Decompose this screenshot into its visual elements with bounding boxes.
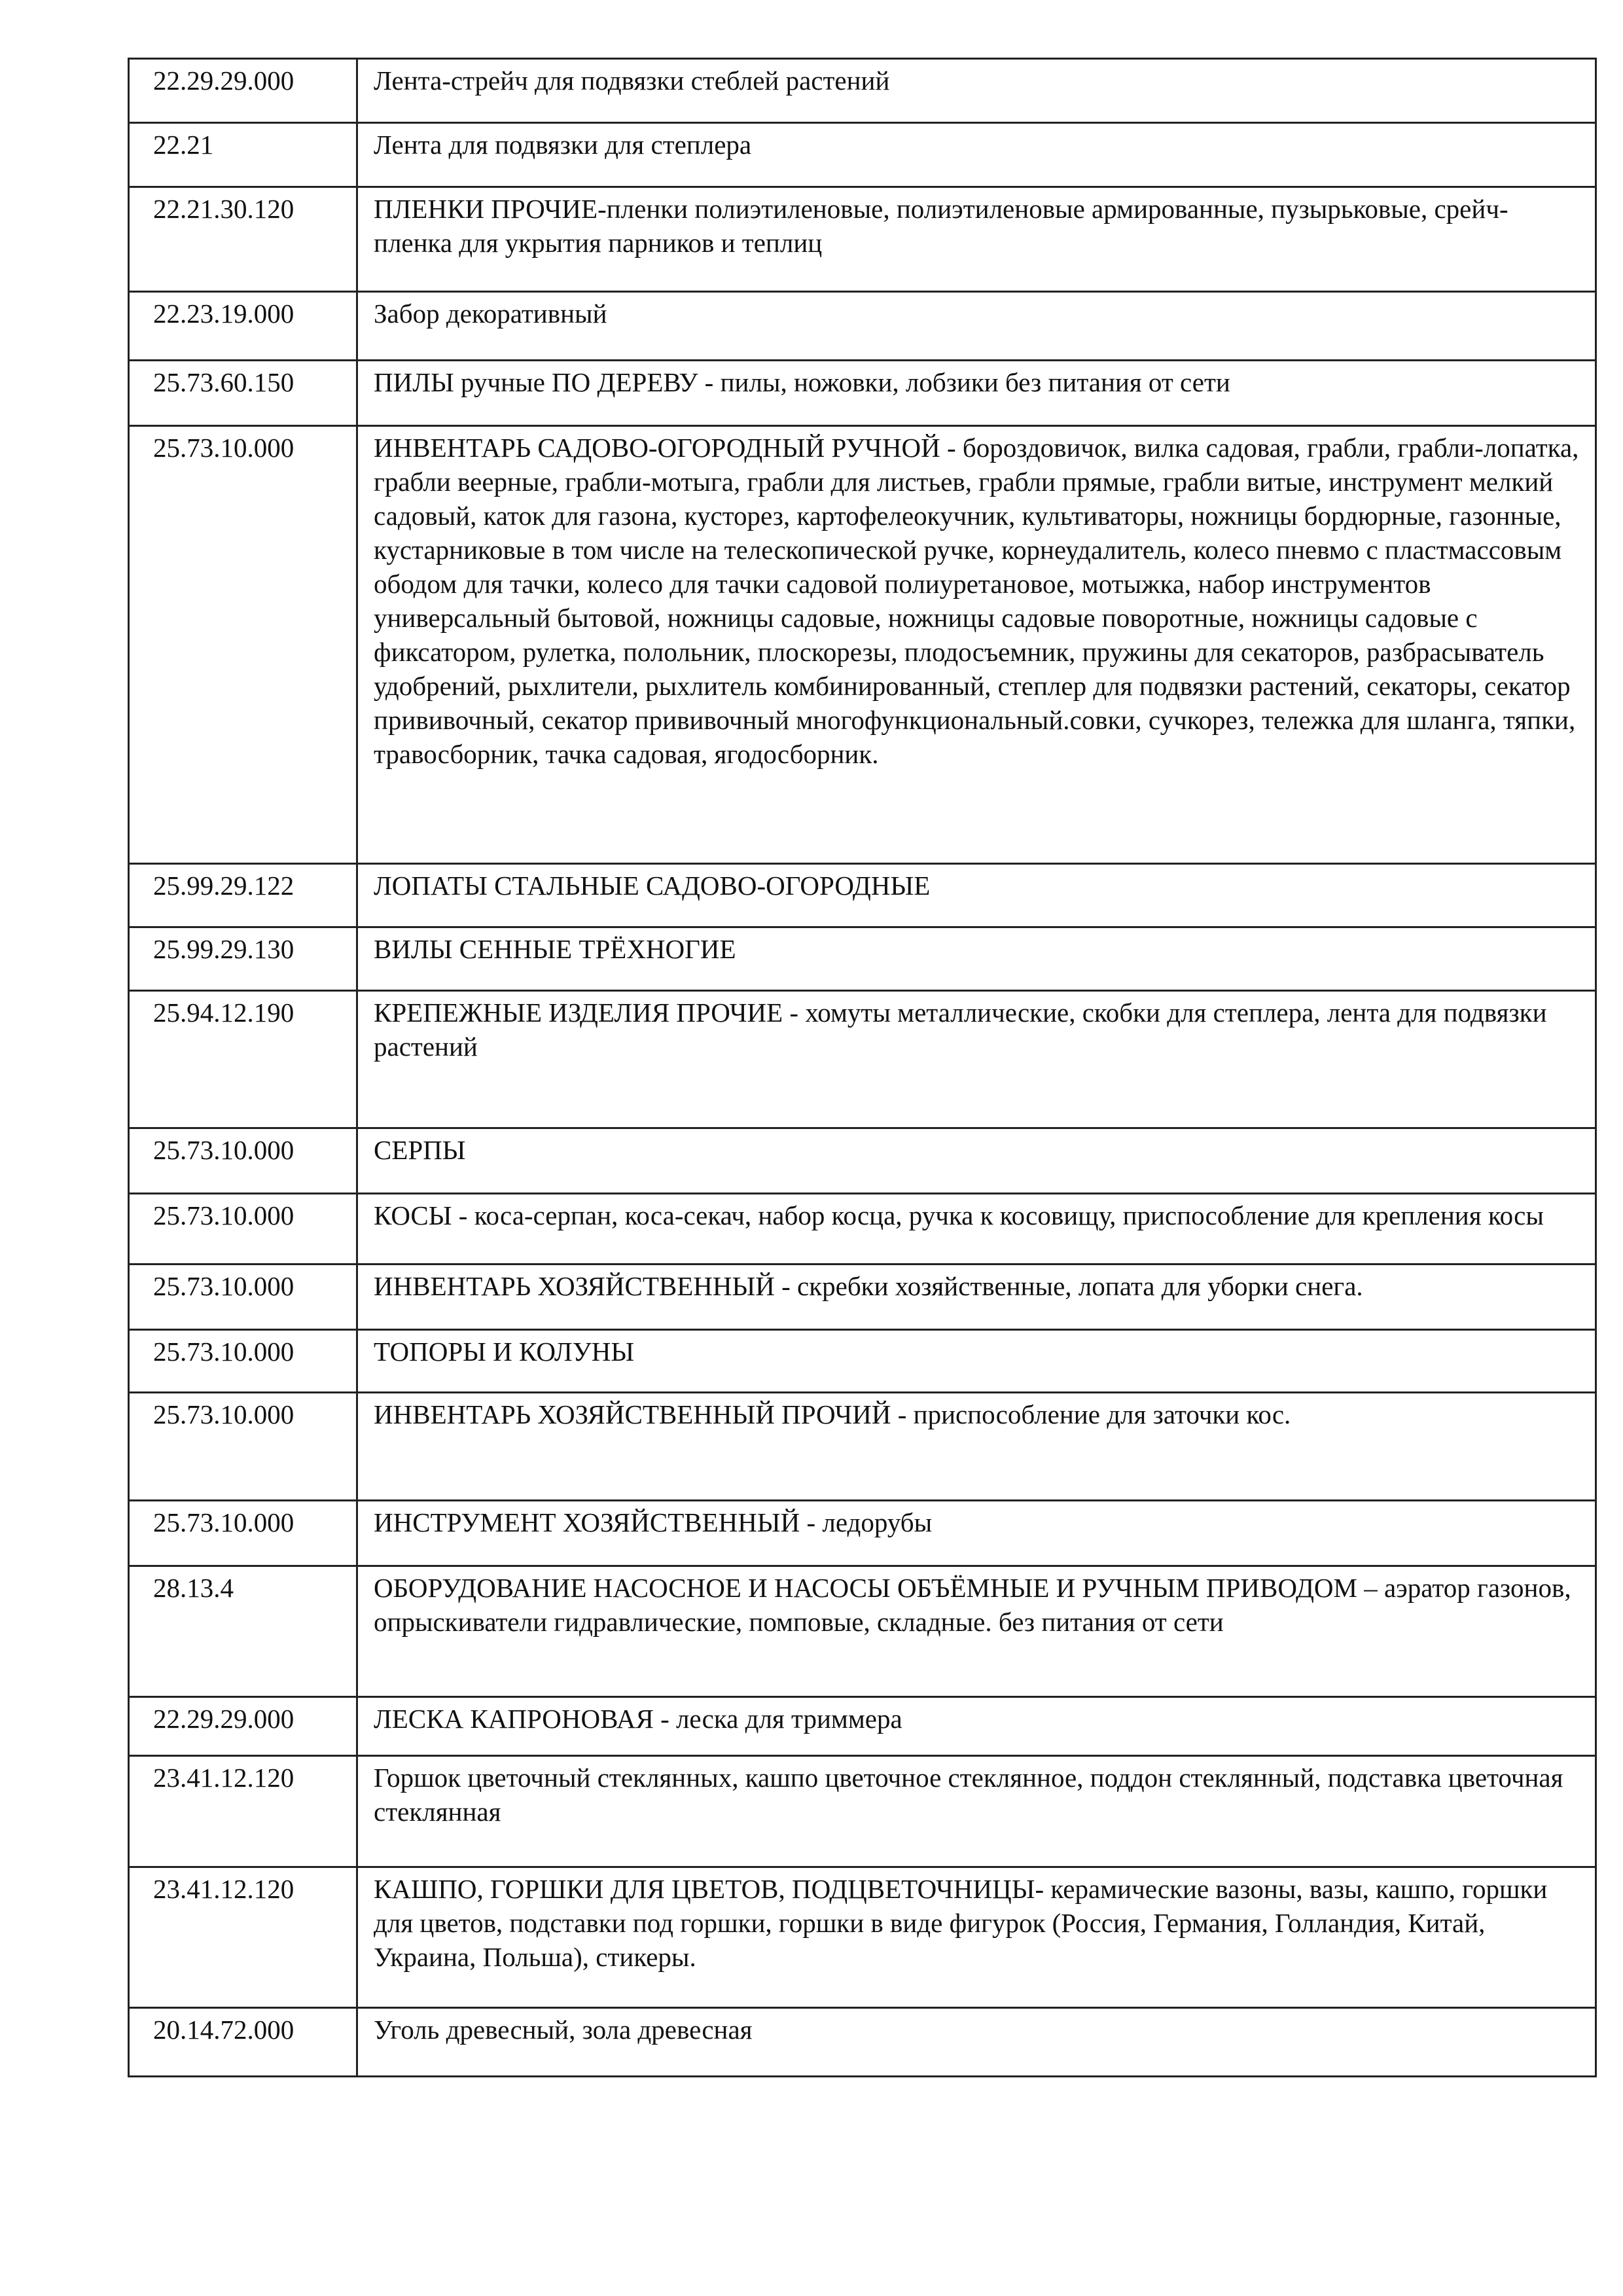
product-description: ВИЛЫ СЕННЫЕ ТРЁХНОГИЕ [357,927,1596,991]
product-description: ИНВЕНТАРЬ ХОЗЯЙСТВЕННЫЙ ПРОЧИЙ - приспособление для заточки кос. [357,1393,1596,1501]
okpd-code: 25.94.12.190 [129,991,357,1128]
product-description: КРЕПЕЖНЫЕ ИЗДЕЛИЯ ПРОЧИЕ - хомуты металлические, скобки для степлера, лента для подвязки растений [357,991,1596,1128]
product-description: СЕРПЫ [357,1128,1596,1194]
okpd-code: 25.73.10.000 [129,1330,357,1393]
product-description: ПЛЕНКИ ПРОЧИЕ-пленки полиэтиленовые, полиэтиленовые армированные, пузырьковые, срейч-пленка для укрытия парников и теплиц [357,187,1596,292]
okpd-code: 25.73.10.000 [129,1128,357,1194]
okpd-code: 25.73.10.000 [129,426,357,864]
okpd-code: 25.73.60.150 [129,361,357,426]
table-row [129,1393,1596,1501]
table-row [129,1566,1596,1697]
product-description: ЛОПАТЫ СТАЛЬНЫЕ САДОВО-ОГОРОДНЫЕ [357,864,1596,927]
table-row [129,1697,1596,1756]
table-row [129,59,1596,123]
okpd-code: 23.41.12.120 [129,1867,357,2008]
product-description: ТОПОРЫ И КОЛУНЫ [357,1330,1596,1393]
product-description: ИНВЕНТАРЬ САДОВО-ОГОРОДНЫЙ РУЧНОЙ - бороздовичок, вилка садовая, грабли, грабли-лопатка, грабли веерные, грабли-мотыга, грабли для листьев, грабли прямые, грабли витые, инструмент мелкий садовый, каток для газона, кусторез, картофелеокучник, культиваторы, ножницы бордюрные, газонные, кустарниковые в том числе на телескопической ручке, корнеудалитель, колесо пневмо с пластмассовым ободом для тачки, колесо для тачки садовой полиуретановое, мотыжка, набор инструментов универсальный бытовой, ножницы садовые, ножницы садовые поворотные, ножницы садовые с фиксатором, рулетка, полольник, плоскорезы, плодосъемник, пружины для секаторов, разбрасыватель удобрений, рыхлители, рыхлитель комбинированный, степлер для подвязки растений, секаторы, секатор прививочный, секатор прививочный многофункциональный.совки, сучкорез, тележка для шланга, тяпки, травосборник, тачка садовая, ягодосборник. [357,426,1596,864]
table-row [129,1501,1596,1566]
table-row [129,361,1596,426]
okpd-code: 23.41.12.120 [129,1756,357,1867]
table-row [129,1194,1596,1265]
okpd-code: 22.21 [129,123,357,187]
table-row [129,187,1596,292]
okpd-code: 20.14.72.000 [129,2008,357,2077]
okpd-code: 25.99.29.130 [129,927,357,991]
table-row [129,1330,1596,1393]
product-description: Лента-стрейч для подвязки стеблей растений [357,59,1596,123]
okpd-code: 22.29.29.000 [129,59,357,123]
table-row [129,1867,1596,2008]
okpd-code: 25.73.10.000 [129,1393,357,1501]
table-row [129,123,1596,187]
product-description: ИНСТРУМЕНТ ХОЗЯЙСТВЕННЫЙ - ледорубы [357,1501,1596,1566]
product-description: ЛЕСКА КАПРОНОВАЯ - леска для триммера [357,1697,1596,1756]
okpd-code: 25.73.10.000 [129,1194,357,1265]
table-row [129,426,1596,864]
table-row [129,927,1596,991]
product-description: КОСЫ - коса-серпан, коса-секач, набор косца, ручка к косовищу, приспособление для крепления косы [357,1194,1596,1265]
okpd-code: 25.73.10.000 [129,1501,357,1566]
okpd-code: 22.21.30.120 [129,187,357,292]
okpd-code: 25.99.29.122 [129,864,357,927]
table-row [129,2008,1596,2077]
okpd-code: 22.29.29.000 [129,1697,357,1756]
product-description: ПИЛЫ ручные ПО ДЕРЕВУ - пилы, ножовки, лобзики без питания от сети [357,361,1596,426]
product-description: Забор декоративный [357,292,1596,361]
okpd-code: 25.73.10.000 [129,1265,357,1330]
product-description: КАШПО, ГОРШКИ ДЛЯ ЦВЕТОВ, ПОДЦВЕТОЧНИЦЫ- керамические вазоны, вазы, кашпо, горшки для цветов, подставки под горшки, горшки в виде фигурок (Россия, Германия, Голландия, Китай, Украина, Польша), стикеры. [357,1867,1596,2008]
codes-table [128,58,1597,2077]
product-description: ОБОРУДОВАНИЕ НАСОСНОЕ И НАСОСЫ ОБЪЁМНЫЕ И РУЧНЫМ ПРИВОДОМ – аэратор газонов, опрыскиватели гидравлические, помповые, складные. без питания от сети [357,1566,1596,1697]
table-row [129,991,1596,1128]
okpd-code: 28.13.4 [129,1566,357,1697]
product-description: Лента для подвязки для степлера [357,123,1596,187]
okpd-code: 22.23.19.000 [129,292,357,361]
product-description: ИНВЕНТАРЬ ХОЗЯЙСТВЕННЫЙ - скребки хозяйственные, лопата для уборки снега. [357,1265,1596,1330]
product-description: Горшок цветочный стеклянных, кашпо цветочное стеклянное, поддон стеклянный, подставка цветочная стеклянная [357,1756,1596,1867]
table-row [129,1265,1596,1330]
table-row [129,1128,1596,1194]
table-row [129,1756,1596,1867]
product-description: Уголь древесный, зола древесная [357,2008,1596,2077]
table-row [129,864,1596,927]
table-row [129,292,1596,361]
